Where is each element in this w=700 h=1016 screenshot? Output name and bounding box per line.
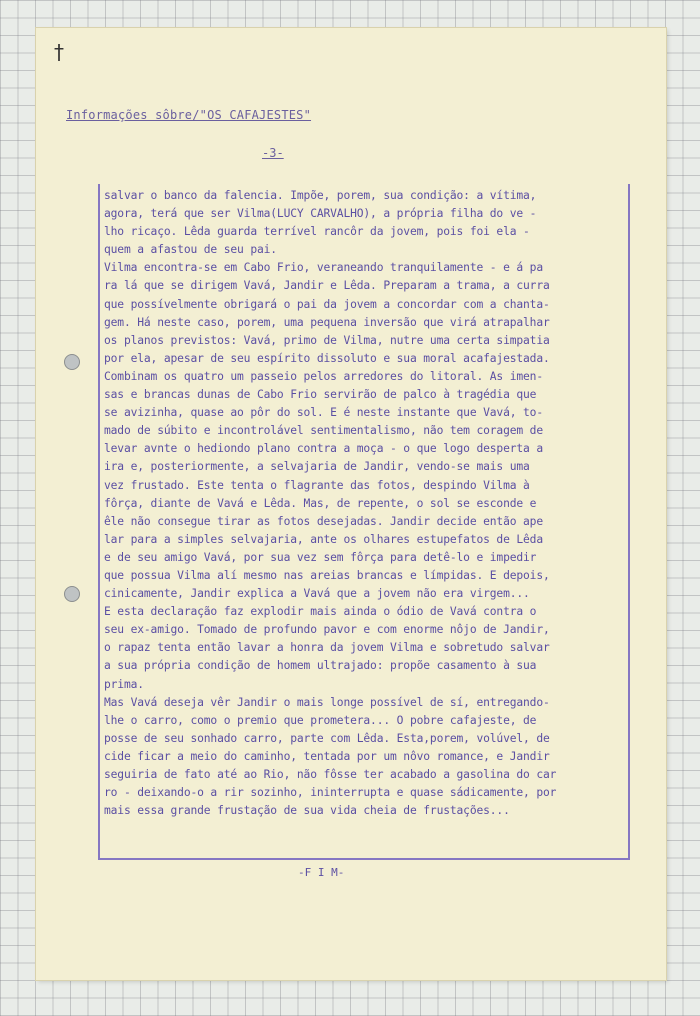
corner-mark: † <box>54 40 64 64</box>
text-line: lhe o carro, como o premio que prometera... O pobre cafajeste, de <box>104 713 537 727</box>
text-line: mado de súbito e incontrolável sentimentalismo, não tem coragem de <box>104 424 543 438</box>
text-line: e de seu amigo Vavá, por sua vez sem fôrça para detê-lo e impedir <box>104 550 537 564</box>
text-line: prima. <box>104 677 144 691</box>
text-line: êle não consegue tirar as fotos desejadas. Jandir decide então ape <box>104 514 543 528</box>
end-mark: -F I M- <box>298 866 345 879</box>
text-line: ro - deixando-o a rir sozinho, ininterrupta e quase sádicamente, por <box>104 786 557 800</box>
text-line: se avizinha, quase ao pôr do sol. E é neste instante que Vavá, to- <box>104 406 543 420</box>
punch-hole-bottom <box>64 586 80 602</box>
text-line: a sua própria condição de homem ultrajado: propõe casamento à sua <box>104 659 537 673</box>
text-line: ira e, posteriormente, a selvajaria de Jandir, vendo-se mais uma <box>104 460 530 474</box>
document-page <box>36 28 666 980</box>
text-line: Mas Vavá deseja vêr Jandir o mais longe possível de sí, entregando- <box>104 695 550 709</box>
text-line: ra lá que se dirigem Vavá, Jandir e Lêda. Preparam a trama, a curra <box>104 279 550 293</box>
text-line: o rapaz tenta então lavar a honra da jovem Vilma e sobretudo salvar <box>104 641 550 655</box>
text-line: seu ex-amigo. Tomado de profundo pavor e com enorme nôjo de Jandir, <box>104 623 550 637</box>
text-line: fôrça, diante de Vavá e Lêda. Mas, de repente, o sol se esconde e <box>104 496 537 510</box>
text-line: lar para a simples selvajaria, ante os olhares estupefatos de Lêda <box>104 532 543 546</box>
text-line: gem. Há neste caso, porem, uma pequena inversão que virá atrapalhar <box>104 315 550 329</box>
text-line: Vilma encontra-se em Cabo Frio, veraneando tranquilamente - e á pa <box>104 261 543 275</box>
text-line: agora, terá que ser Vilma(LUCY CARVALHO), a própria filha do ve - <box>104 207 537 221</box>
text-line: por ela, apesar de seu espírito dissoluto e sua moral acafajestada. <box>104 351 550 365</box>
text-line: que possua Vilma alí mesmo nas areias brancas e límpidas. E depois, <box>104 568 550 582</box>
text-line: sas e brancas dunas de Cabo Frio servirão de palco à tragédia que <box>104 388 537 402</box>
text-line: mais essa grande frustação de sua vida cheia de frustações... <box>104 804 510 818</box>
text-line: salvar o banco da falencia. Impõe, porem, sua condição: a vítima, <box>104 189 537 202</box>
text-line: os planos previstos: Vavá, primo de Vilma, nutre uma certa simpatia <box>104 333 550 347</box>
punch-hole-top <box>64 354 80 370</box>
text-line: que possívelmente obrigará o pai da jovem a concordar com a chanta- <box>104 297 550 311</box>
document-heading: Informações sôbre/"OS CAFAJESTES" <box>66 108 312 122</box>
text-line: cide ficar a meio do caminho, tentada por um nôvo romance, e Jandir <box>104 749 550 763</box>
text-line: cinicamente, Jandir explica a Vavá que a jovem não era virgem... <box>104 587 530 601</box>
text-line: E esta declaração faz explodir mais ainda o ódio de Vavá contra o <box>104 605 537 619</box>
text-line: seguiria de fato até ao Rio, não fôsse ter acabado a gasolina do car <box>104 768 557 781</box>
page-number: -3- <box>262 146 284 160</box>
text-line: posse de seu sonhado carro, parte com Lêda. Esta,porem, volúvel, de <box>104 731 550 745</box>
body-text <box>104 187 630 820</box>
text-line: quem a afastou de seu pai. <box>104 243 277 257</box>
text-line: levar avnte o hediondo plano contra a moça - o que logo desperta a <box>104 442 543 456</box>
text-line: vez frustado. Este tenta o flagrante das fotos, despindo Vilma à <box>104 478 530 492</box>
text-line: lho ricaço. Lêda guarda terrível rancôr da jovem, pois foi ela - <box>104 225 530 239</box>
text-line: Combinam os quatro um passeio pelos arredores do litoral. As imen- <box>104 369 543 383</box>
